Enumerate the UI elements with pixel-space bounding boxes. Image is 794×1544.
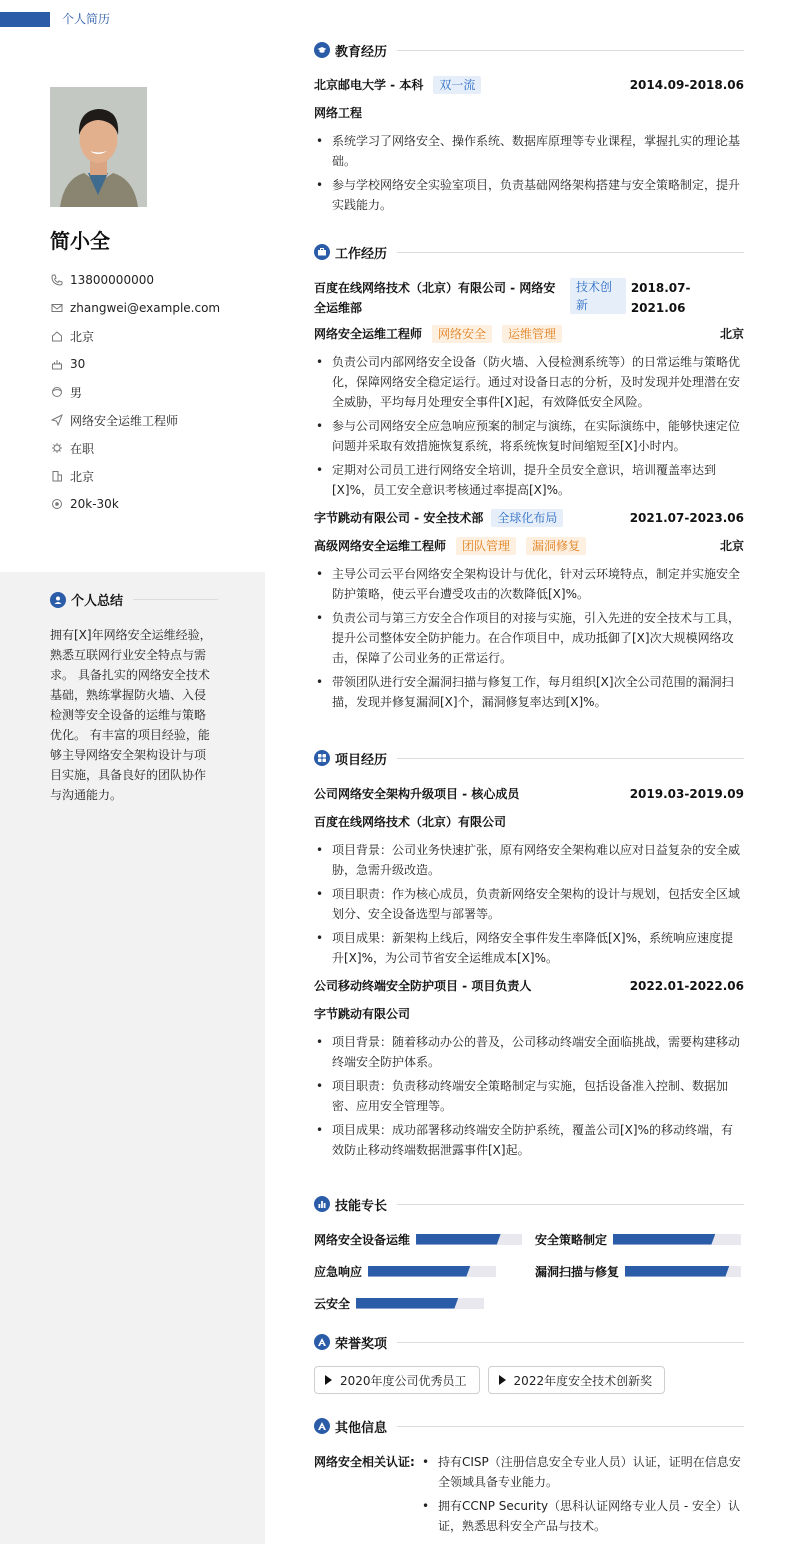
skill-bar xyxy=(416,1234,522,1245)
project-bullets xyxy=(314,840,744,968)
send-icon xyxy=(50,413,64,427)
briefcase-icon xyxy=(314,244,330,260)
education-bullets xyxy=(314,131,744,215)
education-major: 网络工程 xyxy=(314,106,363,120)
info-location xyxy=(50,322,220,350)
info-age xyxy=(50,350,220,378)
phone-text: 13800000000 xyxy=(70,273,154,287)
list-item: • 项目职责：作为核心成员，负责新网络安全架构的设计与规划，包括安全区域划分、安全设备选型与部署等。 xyxy=(314,884,744,924)
job-city: 北京 xyxy=(719,327,744,341)
award-item xyxy=(488,1366,666,1394)
info-email xyxy=(50,294,220,322)
project-row xyxy=(314,784,744,804)
award-icon xyxy=(314,1334,330,1350)
section-divider xyxy=(397,252,744,253)
list-item: • 项目职责：负责移动终端安全策略制定与实施，包括设备准入控制、数据加密、应用安全管理等。 xyxy=(314,1076,744,1116)
summary-text: 拥有[X]年网络安全运维经验，熟悉互联网行业安全特点与需求。 具备扎实的网络安全技术基础，熟练掌握防火墙、入侵检测等安全设备的运维与策略优化。 有丰富的项目经验，能够主导网络安全架构设计与项目实施，具备良好的团队协作与沟通能力。 xyxy=(50,628,212,802)
skill-item xyxy=(314,1262,535,1280)
summary-title: 个人总结 xyxy=(71,594,124,609)
email-text: zhangwei@example.com xyxy=(70,301,221,315)
list-item: • 定期对公司员工进行网络安全培训，提升全员安全意识，培训覆盖率达到[X]%，员工安全意识考核通过率提高[X]%。 xyxy=(314,460,744,500)
education-section xyxy=(314,40,744,219)
school-name: 北京邮电大学 - 本科 xyxy=(314,78,424,92)
skill-bar xyxy=(368,1266,496,1277)
status-text: 在职 xyxy=(70,441,95,456)
work-section xyxy=(314,242,744,716)
header-accent-bar xyxy=(0,12,50,27)
job-bullets xyxy=(314,564,744,712)
info-icon xyxy=(314,1418,330,1434)
bar-chart-icon xyxy=(314,1196,330,1212)
gender-text: 男 xyxy=(70,385,83,400)
awards-section xyxy=(314,1332,744,1394)
info-status xyxy=(50,434,220,462)
user-icon xyxy=(50,592,66,608)
age-text: 30 xyxy=(70,357,86,371)
skill-name: 安全策略制定 xyxy=(535,1232,608,1247)
list-item: • 持有CISP（注册信息安全专业人员）认证，证明在信息安全领域具备专业能力。 xyxy=(420,1452,744,1492)
education-row xyxy=(314,75,744,95)
skill-name: 漏洞扫描与修复 xyxy=(535,1264,620,1279)
skill-bar xyxy=(625,1266,741,1277)
section-divider xyxy=(397,758,744,759)
cake-icon xyxy=(50,357,64,371)
job-tag: 技术创新 xyxy=(570,278,626,314)
skill-name: 应急响应 xyxy=(314,1264,363,1279)
skill-bar xyxy=(356,1298,484,1309)
skills-grid xyxy=(314,1230,744,1312)
job-entry xyxy=(314,278,744,500)
award-item xyxy=(314,1366,480,1394)
job-role-row xyxy=(314,324,744,344)
building-icon xyxy=(50,469,64,483)
status-gear-icon xyxy=(50,441,64,455)
list-item: • 系统学习了网络安全、操作系统、数据库原理等专业课程，掌握扎实的理论基础。 xyxy=(314,131,744,171)
info-phone xyxy=(50,266,220,294)
certification-bullets xyxy=(420,1452,744,1540)
info-salary xyxy=(50,490,220,518)
mail-icon xyxy=(50,301,64,315)
job-role-row xyxy=(314,536,744,556)
phone-icon xyxy=(50,273,64,287)
project-name: 公司网络安全架构升级项目 - 核心成员 xyxy=(314,787,520,801)
job-skill-tag: 网络安全 xyxy=(432,325,492,343)
left-column xyxy=(0,0,265,1544)
project-entry xyxy=(314,976,744,1160)
skills-heading xyxy=(314,1194,744,1214)
job-skill-tag: 团队管理 xyxy=(456,537,516,555)
list-item: • 带领团队进行安全漏洞扫描与修复工作，每月组织[X]次全公司范围的漏洞扫描，发现并修复漏洞[X]个，漏洞修复率达到[X]%。 xyxy=(314,672,744,712)
project-date: 2019.03-2019.09 xyxy=(629,787,744,801)
play-icon xyxy=(325,1375,332,1385)
list-item: • 负责公司内部网络安全设备（防火墙、入侵检测系统等）的日常运维与策略优化，保障网络安全稳定运行。通过对设备日志的分析，及时发现并处理潜在安全威胁，平均每月处理安全事件[X]起，有效降低安全风险。 xyxy=(314,352,744,412)
skill-bar-fill xyxy=(416,1234,501,1245)
project-row xyxy=(314,976,744,996)
project-date: 2022.01-2022.06 xyxy=(629,979,744,993)
school-tag: 双一流 xyxy=(433,76,481,94)
project-company: 字节跳动有限公司 xyxy=(314,1007,411,1021)
gender-icon xyxy=(50,385,64,399)
section-divider xyxy=(397,50,744,51)
list-item: • 拥有CCNP Security（思科认证网络专业人员 - 安全）认证，熟悉思科安全产品与技术。 xyxy=(420,1496,744,1536)
graduation-cap-icon xyxy=(314,42,330,58)
certification-label: 网络安全相关认证: xyxy=(314,1455,415,1469)
skill-bar xyxy=(613,1234,741,1245)
skill-bar-fill xyxy=(613,1234,715,1245)
job-company: 百度在线网络技术（北京）有限公司 - 网络安全运维部 xyxy=(314,281,556,315)
skill-item xyxy=(314,1230,535,1248)
list-item: • 主导公司云平台网络安全架构设计与优化，针对云环境特点，制定并实施安全防护策略，使云平台遭受攻击的次数降低[X]%。 xyxy=(314,564,744,604)
other-heading xyxy=(314,1416,744,1436)
awards-list xyxy=(314,1366,744,1394)
project-name: 公司移动终端安全防护项目 - 项目负责人 xyxy=(314,979,532,993)
info-target-city xyxy=(50,462,220,490)
job-date: 2021.07-2023.06 xyxy=(629,511,744,525)
list-item: • 负责公司与第三方安全合作项目的对接与实施，引入先进的安全技术与工具，提升公司整体安全防护能力。在合作项目中，成功抵御了[X]次大规模网络攻击，保障了公司业务的正常运行。 xyxy=(314,608,744,668)
job-skill-tag: 运维管理 xyxy=(502,325,562,343)
project-entry xyxy=(314,784,744,968)
list-item: • 项目成果：成功部署移动终端安全防护系统，覆盖公司[X]%的移动终端，有效防止移动终端数据泄露事件[X]起。 xyxy=(314,1120,744,1160)
section-divider xyxy=(397,1204,744,1205)
target-city-text: 北京 xyxy=(70,469,95,484)
list-item: • 项目背景：随着移动办公的普及，公司移动终端安全面临挑战，需要构建移动终端安全防护体系。 xyxy=(314,1032,744,1072)
position-text: 网络安全运维工程师 xyxy=(70,413,179,428)
list-item: • 参与学校网络安全实验室项目，负责基础网络架构搭建与安全策略制定，提升实践能力。 xyxy=(314,175,744,215)
job-role: 网络安全运维工程师 xyxy=(314,327,423,341)
job-row xyxy=(314,508,744,528)
play-icon xyxy=(499,1375,506,1385)
skill-item xyxy=(535,1230,744,1248)
awards-title: 荣誉奖项 xyxy=(335,1336,388,1352)
job-role: 高级网络安全运维工程师 xyxy=(314,539,447,553)
list-item: • 参与公司网络安全应急响应预案的制定与演练，在实际演练中，能够快速定位问题并采取有效措施恢复系统，将系统恢复时间缩短至[X]小时内。 xyxy=(314,416,744,456)
job-entry xyxy=(314,508,744,712)
job-date: 2018.07-2021.06 xyxy=(630,281,691,315)
location-text: 北京 xyxy=(70,329,95,344)
job-bullets xyxy=(314,352,744,500)
section-divider xyxy=(397,1426,744,1427)
avatar-photo xyxy=(50,87,147,207)
salary-target-icon xyxy=(50,497,64,511)
skill-bar-fill xyxy=(356,1298,458,1309)
award-label: 2020年度公司优秀员工 xyxy=(340,1373,467,1388)
project-bullets xyxy=(314,1032,744,1160)
list-item: • 项目成果：新架构上线后，网络安全事件发生率降低[X]%，系统响应速度提升[X]%，为公司节省安全运维成本[X]%。 xyxy=(314,928,744,968)
skills-section xyxy=(314,1194,744,1312)
job-company: 字节跳动有限公司 - 安全技术部 xyxy=(314,511,484,525)
other-section xyxy=(314,1416,744,1540)
skill-name: 云安全 xyxy=(314,1296,351,1311)
job-tag: 全球化布局 xyxy=(491,509,563,527)
education-date: 2014.09-2018.06 xyxy=(629,78,744,92)
salary-text: 20k-30k xyxy=(70,497,119,511)
skill-name: 网络安全设备运维 xyxy=(314,1232,411,1247)
work-title: 工作经历 xyxy=(335,246,388,262)
work-heading xyxy=(314,242,744,262)
job-skill-tag: 漏洞修复 xyxy=(526,537,586,555)
grid-icon xyxy=(314,750,330,766)
contact-info-list xyxy=(50,266,220,518)
section-divider xyxy=(397,1342,744,1343)
candidate-name: 简小全 xyxy=(50,229,110,253)
job-city: 北京 xyxy=(719,539,744,553)
skill-item xyxy=(535,1262,744,1280)
info-gender xyxy=(50,378,220,406)
info-position xyxy=(50,406,220,434)
summary-heading xyxy=(50,590,218,609)
project-company: 百度在线网络技术（北京）有限公司 xyxy=(314,815,507,829)
projects-section xyxy=(314,748,744,1164)
projects-heading xyxy=(314,748,744,768)
job-row xyxy=(314,278,744,318)
other-title: 其他信息 xyxy=(335,1420,388,1436)
home-icon xyxy=(50,329,64,343)
skill-bar-fill xyxy=(625,1266,729,1277)
certification-block xyxy=(314,1452,744,1540)
skill-bar-fill xyxy=(368,1266,470,1277)
skill-item xyxy=(314,1294,535,1312)
resume-title: 个人简历 xyxy=(62,12,111,26)
awards-heading xyxy=(314,1332,744,1352)
education-heading xyxy=(314,40,744,60)
list-item: • 项目背景：公司业务快速扩张，原有网络安全架构难以应对日益复杂的安全威胁，急需升级改造。 xyxy=(314,840,744,880)
projects-title: 项目经历 xyxy=(335,752,388,768)
award-label: 2022年度安全技术创新奖 xyxy=(513,1373,653,1388)
education-title: 教育经历 xyxy=(335,44,388,60)
section-divider xyxy=(133,599,218,600)
skills-title: 技能专长 xyxy=(335,1198,388,1214)
